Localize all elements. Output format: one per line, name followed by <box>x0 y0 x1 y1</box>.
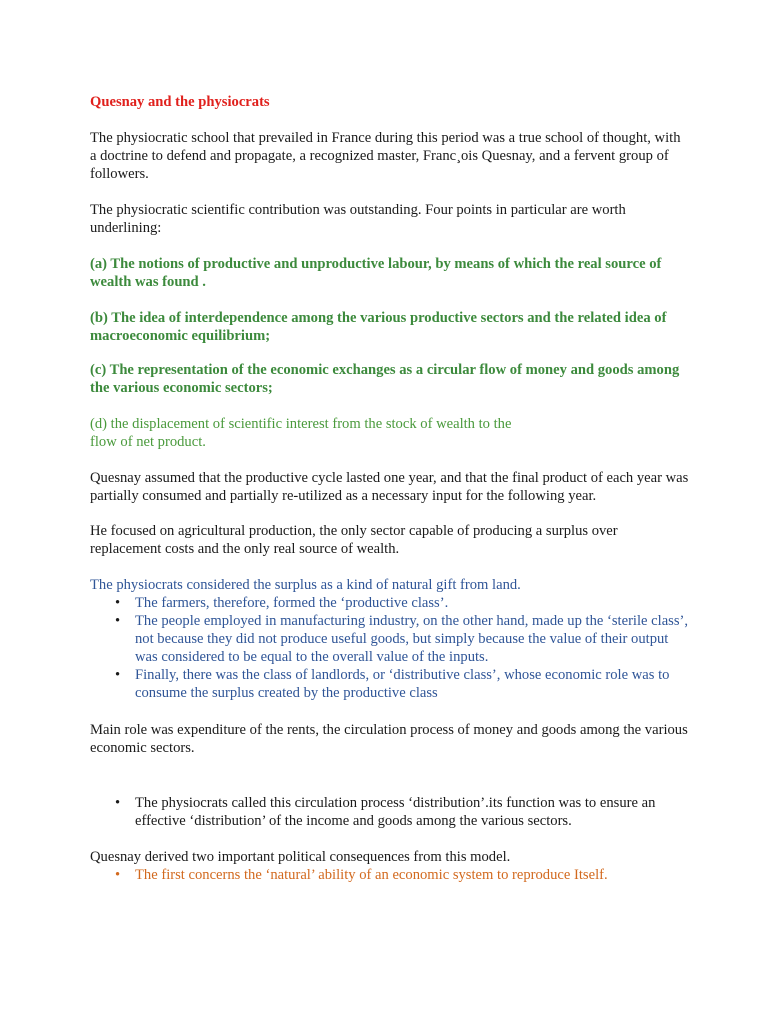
bullet-icon: • <box>115 613 121 629</box>
point-d-line1: (d) the displacement of scientific interest from the stock of wealth to the <box>90 416 512 432</box>
paragraph-main-role: Main role was expenditure of the rents, the circulation process of money and goods among the various economic sectors. <box>90 722 688 756</box>
section-heading: Quesnay and the physiocrats <box>90 94 270 110</box>
point-b: (b) The idea of interdependence among the various productive sectors and the related idea of macroeconomic equilibrium; <box>90 310 667 344</box>
paragraph-agriculture: He focused on agricultural production, the only sector capable of producing a surplus over replacement costs and the only real source of wealth. <box>90 523 618 557</box>
paragraph-surplus-intro: The physiocrats considered the surplus as a kind of natural gift from land. <box>90 577 521 593</box>
point-c: (c) The representation of the economic exchanges as a circular flow of money and goods among the various economic sectors; <box>90 362 680 396</box>
list-item <box>90 866 690 884</box>
list-item-text: The farmers, therefore, formed the ‘productive class’. <box>135 595 449 611</box>
paragraph-contribution: The physiocratic scientific contribution was outstanding. Four points in particular are worth underlining: <box>90 202 626 236</box>
list-item <box>90 612 690 666</box>
list-item-text: The first concerns the ‘natural’ ability of an economic system to reproduce Itself. <box>135 867 608 883</box>
paragraph-consequences: Quesnay derived two important political consequences from this model. <box>90 849 511 865</box>
paragraph-school: The physiocratic school that prevailed in France during this period was a true school of thought, with a doctrine to defend and propagate, a recognized master, Franc¸ois Quesnay, and a fervent group of followers. <box>90 130 681 182</box>
distribution-bullet-list <box>90 794 690 830</box>
bullet-icon: • <box>115 667 121 683</box>
list-item-text: Finally, there was the class of landlords, or ‘distributive class’, whose economic role was to consume the surplus created by the productive class <box>135 667 670 701</box>
bullet-icon: • <box>115 795 121 811</box>
paragraph-cycle: Quesnay assumed that the productive cycle lasted one year, and that the final product of each year was partially consumed and partially re-utilized as a necessary input for the following year. <box>90 470 689 504</box>
list-item <box>90 794 690 830</box>
list-item-text: The physiocrats called this circulation process ‘distribution’.its function was to ensure an effective ‘distribution’ of the income and goods among the various sectors. <box>135 795 656 829</box>
list-item <box>90 594 690 612</box>
class-bullet-list <box>90 594 690 702</box>
point-d-line2: flow of net product. <box>90 434 206 450</box>
bullet-icon: • <box>115 867 121 883</box>
point-a: (a) The notions of productive and unproductive labour, by means of which the real source of wealth was found . <box>90 256 662 290</box>
consequence-bullet-list <box>90 866 690 884</box>
point-d <box>90 415 690 451</box>
bullet-icon: • <box>115 595 121 611</box>
list-item <box>90 666 690 702</box>
list-item-text: The people employed in manufacturing industry, on the other hand, made up the ‘sterile class’, not because they did not produce useful goods, but simply because the value of their output was considered to be equal to the overall value of the inputs. <box>135 613 689 665</box>
